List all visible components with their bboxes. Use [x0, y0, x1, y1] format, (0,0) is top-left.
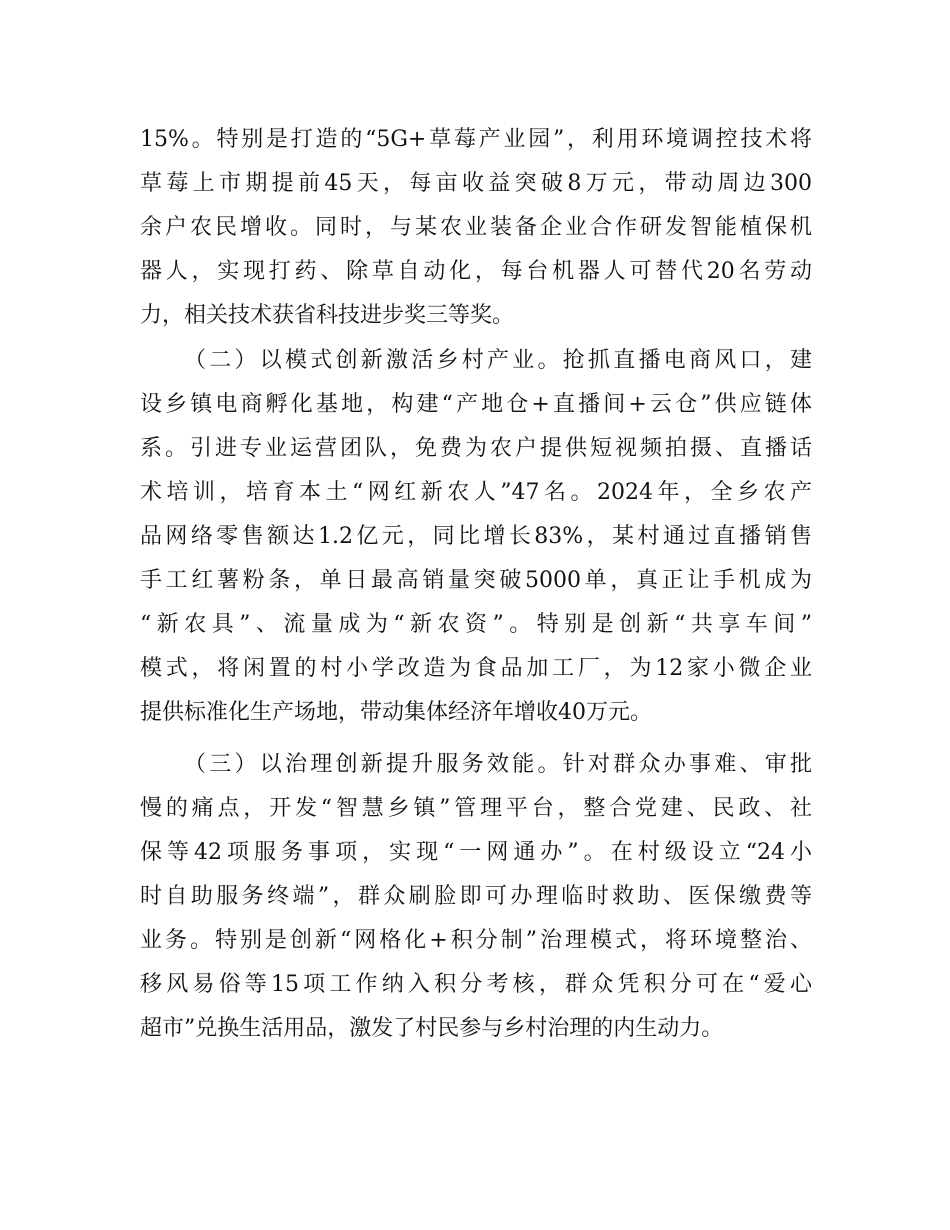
paragraph-line: 时自助服务终端”，群众刷脸即可办理临时救助、医保缴费等 [140, 884, 812, 909]
paragraph-line: 品网络零售额达1.2亿元，同比增长83%，某村通过直播销售 [140, 524, 812, 549]
paragraph-line: 设乡镇电商孵化基地，构建“产地仓+直播间+云仓”供应链体 [140, 392, 812, 417]
paragraph-model-innovation [140, 339, 812, 735]
paragraph-line: 业务。特别是创新“网格化+积分制”治理模式，将环境整治、 [140, 928, 812, 953]
paragraph-line: 15%。特别是打造的“5G+草莓产业园”，利用环境调控技术将 [140, 127, 812, 152]
paragraph-line: 保等42项服务事项，实现“一网通办”。在村级设立“24小 [140, 840, 812, 865]
paragraph-line: 力，相关技术获省科技进步奖三等奖。 [140, 303, 515, 328]
paragraph-continued [140, 118, 812, 338]
paragraph-governance-innovation [140, 743, 812, 1051]
paragraph-line: 超市”兑换生活用品，激发了村民参与乡村治理的内生动力。 [140, 1016, 724, 1041]
paragraph-line: 模式，将闲置的村小学改造为食品加工厂，为12家小微企业 [140, 656, 812, 681]
paragraph-line: “新农具”、流量成为“新农资”。特别是创新“共享车间” [140, 612, 812, 637]
paragraph-line: 慢的痛点，开发“智慧乡镇”管理平台，整合党建、民政、社 [140, 796, 812, 821]
paragraph-line: 草莓上市期提前45天，每亩收益突破8万元，带动周边300 [140, 171, 812, 196]
paragraph-line: （二）以模式创新激活乡村产业。抢抓直播电商风口，建 [184, 348, 812, 373]
paragraph-line: 移风易俗等15项工作纳入积分考核，群众凭积分可在“爱心 [140, 972, 812, 997]
paragraph-line: （三）以治理创新提升服务效能。针对群众办事难、审批 [184, 752, 812, 777]
paragraph-line: 术培训，培育本土“网红新农人”47名。2024年，全乡农产 [140, 480, 812, 505]
paragraph-line: 系。引进专业运营团队，免费为农户提供短视频拍摄、直播话 [140, 436, 812, 461]
paragraph-line: 手工红薯粉条，单日最高销量突破5000单，真正让手机成为 [140, 568, 812, 593]
paragraph-line: 提供标准化生产场地，带动集体经济年增收40万元。 [140, 700, 652, 725]
paragraph-line: 器人，实现打药、除草自动化，每台机器人可替代20名劳动 [140, 259, 812, 284]
paragraph-line: 余户农民增收。同时，与某农业装备企业合作研发智能植保机 [140, 215, 812, 240]
